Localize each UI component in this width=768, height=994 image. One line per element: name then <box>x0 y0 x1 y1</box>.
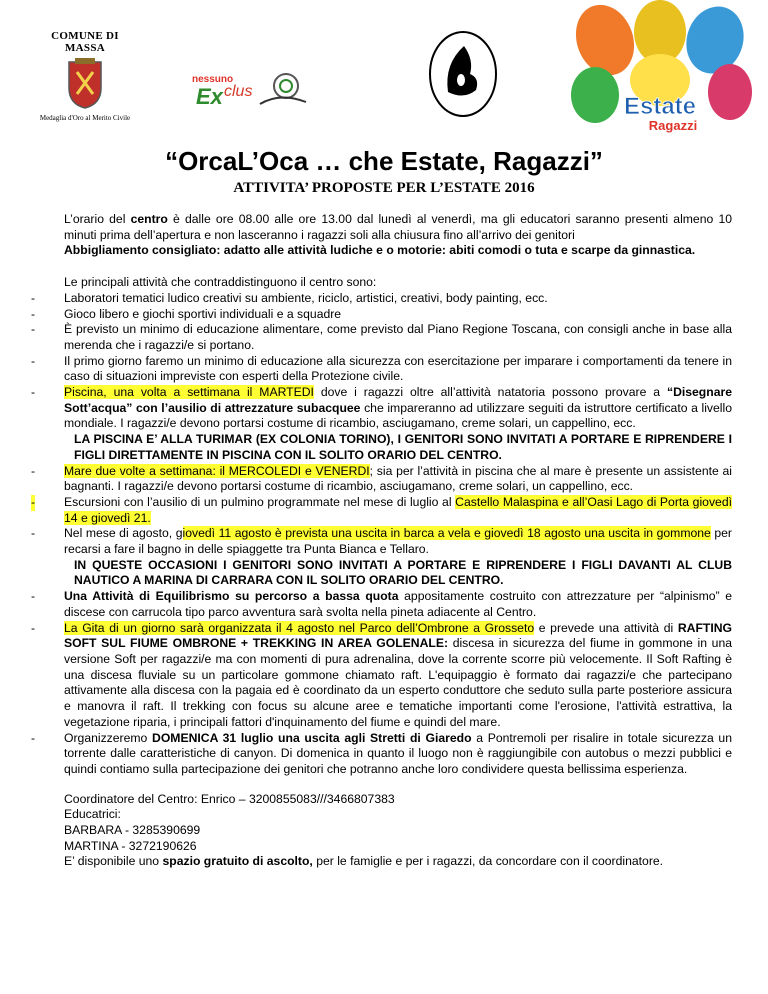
estate-word: Estate <box>623 93 697 120</box>
list-item <box>31 589 732 620</box>
bullet-dash: - <box>31 322 36 337</box>
intro-paragraph <box>64 212 732 243</box>
bullet-dash: - <box>31 385 36 400</box>
list-item <box>31 385 732 432</box>
coordinator-text: Coordinatore del Centro: Enrico – 3200855083///3466807383 <box>64 791 395 806</box>
estate-ragazzi-logo <box>565 0 755 140</box>
orca-logo <box>428 30 498 118</box>
highlight-text: Castello Malaspina e all’Oasi Lago di Porta giovedì 14 e giovedì 21. <box>64 494 732 525</box>
item-text: Nel mese di agosto, g <box>64 526 183 541</box>
document-body <box>31 212 733 870</box>
list-item <box>31 494 732 526</box>
item-text: È previsto un minimo di educazione alimentare, come previsto dal Piano Regione Toscana, con consigli anche in base alla merenda che i ragazzi/e si portano. <box>64 322 732 352</box>
intro-text: è dalle ore 08.00 alle ore 13.00 dal lunedì al venerdì, ma gli educatori saranno presenti almeno 10 minuti prima dell’apertura e non lasceranno i ragazzi soli alla chiusura fino all’arrivo dei genitori <box>64 212 733 242</box>
item-text: a Pontremoli per risalire in totale sicurezza un torrente dalle caratteristiche di canyon. Di domenica in quanto il luogo non è raggiungibile con autobus o mezzi pubblici e quindi contiamo sulla partecipazione dei genitori che potranno anche loro condividere questa bellissima esperienza. <box>64 730 732 776</box>
list-lead: Le principali attività che contraddistinguono il centro sono: <box>64 275 377 290</box>
page-subtitle: ATTIVITA’ PROPOSTE PER L’ESTATE 2016 <box>233 180 535 196</box>
listening-space <box>64 854 732 870</box>
item-text: dove i ragazzi oltre all’attività natatoria possono provare a <box>313 385 667 400</box>
highlight-text: iovedì 11 agosto è prevista una uscita in barca a vela e giovedì 18 agosto una uscita in gommone <box>182 526 711 541</box>
bullet-dash: - <box>31 494 36 509</box>
intro-bold: centro <box>130 212 168 226</box>
notice-piscina: LA PISCINA E’ ALLA TURIMAR (EX COLONIA TORINO), I GENITORI SONO INVITATI A PORTARE E RIPRENDERE I FIGLI DIRETTAMENTE IN PISCINA CON IL SOLITO ORARIO DEL CENTRO. <box>74 432 732 462</box>
educator-barbara: BARBARA - 3285390699 <box>64 823 201 838</box>
comune-name: COMUNE DI MASSA <box>51 30 119 54</box>
list-item <box>31 290 732 307</box>
educator-martina: MARTINA - 3272190626 <box>64 838 197 853</box>
list-item <box>31 730 732 778</box>
bullet-dash: - <box>31 463 36 478</box>
comune-logo <box>30 30 140 122</box>
comune-medal: Medaglia d'Oro al Merito Civile <box>39 114 131 122</box>
item-bold: RAFTING SOFT SUL FIUME OMBRONE + TREKKING IN AREA GOLENALE: <box>64 620 733 651</box>
dress-code <box>64 243 732 259</box>
item-bold: Una Attività di Equilibrismo su percorso a bassa quota <box>64 589 399 604</box>
list-item <box>31 306 732 323</box>
bullet-dash: - <box>31 290 36 305</box>
activity-list <box>31 290 732 432</box>
list-item <box>31 322 732 353</box>
item-text: che impareranno ad utilizzare seguiti da istruttore certificato a livello mondiale. I ragazzi/e devono portarsi costume di ricambio, asciugamano, creme solari, un cappellino, ecc. <box>64 400 732 431</box>
item-text: e prevede una attività di <box>534 620 678 635</box>
bullet-dash: - <box>31 306 36 321</box>
contacts <box>64 792 732 871</box>
activity-list <box>31 589 733 777</box>
list-item <box>31 463 732 495</box>
ragazzi-word: Ragazzi <box>648 118 698 133</box>
item-text: appositamente costruito con attrezzature per “alpinismo” e discese con carrucola tipo parco avventura sarà svolta nella pineta adiacente al Centro. <box>64 589 732 619</box>
bullet-dash: - <box>31 526 36 541</box>
item-text: Laboratori tematici ludico creativi su ambiente, riciclo, artistici, creativi, body painting, ecc. <box>64 290 548 305</box>
item-text: E’ disponibile uno <box>64 854 163 869</box>
bullet-dash: - <box>31 353 36 368</box>
list-item <box>31 620 733 731</box>
item-text: discesa in sicurezza del fiume in gommone in una versione Soft per ragazzi/e ma con momenti di pura adrenalina, dove la corrente scorre più velocemente. Il Soft Rafting è una discesa fluviale su un particolare gommone chiamato raft. L'equipaggio è formato dai ragazzi/e che partecipano attivamente alla discesa con la pagaia ed è coordinato da un esperto conduttore che seduto sulla parte posteriore assicura e manovra il raft. Il trekking con focus su alcune aree e tematiche importanti come l'erosione, l'attività estrattiva, la vegetazione riparia, i principali fattori d'inquinamento del fiume e quindi del mare. <box>64 636 732 729</box>
bullet-dash: - <box>31 730 36 745</box>
dress-code-text: Abbigliamento consigliato: adatto alle attività ludiche e o motorie: abiti comodi o tuta e scarpe da ginnastica. <box>64 243 696 258</box>
svg-text:nessuno: nessuno <box>192 74 234 85</box>
item-bold: “Disegnare Sott’acqua” con l’ausilio di attrezzature subacquee <box>64 385 732 415</box>
educators-label: Educatrici: <box>64 807 121 822</box>
crest-icon <box>63 58 107 110</box>
page-title: “OrcaL’Oca … che Estate, Ragazzi” <box>165 146 603 176</box>
nessuno-escluso-logo <box>190 66 310 112</box>
highlight-text: Piscina, una volta a settimana il MARTEDI <box>64 385 314 400</box>
coordinator-line <box>64 792 732 808</box>
item-text: Escursioni con l’ausilio di un pulmino programmate nel mese di luglio al <box>64 494 456 509</box>
item-text: Il primo giorno faremo un minimo di educazione alla sicurezza con esercitazione per imparare i comportamenti da tenere in caso di situazioni impreviste con esperti della Protezione civile. <box>64 353 732 384</box>
item-text: per le famiglie e per i ragazzi, da concordare con il coordinatore. <box>312 854 664 869</box>
item-text: ; sia per l’attività in piscina che al mare è presente un assistente ai bagnanti. I ragazzi/e devono portarsi costume di ricambio, asciugamano, creme solari, un cappellino, ecc. <box>64 463 732 494</box>
list-item <box>31 353 732 385</box>
item-text: Gioco libero e giochi sportivi individuali e a squadre <box>64 306 342 321</box>
svg-text:clus: clus <box>224 83 253 100</box>
bullet-dash: - <box>31 589 36 604</box>
activity-list <box>31 463 732 558</box>
item-text: per recarsi a fare il bagno in delle spiaggette tra Punta Bianca e Tellaro. <box>64 526 732 557</box>
intro-text: L’orario del <box>64 212 131 226</box>
bullet-dash: - <box>31 620 36 635</box>
svg-text:Ex: Ex <box>196 84 223 109</box>
highlight-text: La Gita di un giorno sarà organizzata il 4 agosto nel Parco dell’Ombrone a Grosseto <box>64 620 535 635</box>
item-bold: DOMENICA 31 luglio una uscita agli Stretti di Giaredo <box>152 730 472 745</box>
list-item <box>31 526 732 557</box>
highlight-text: Mare due volte a settimana: il MERCOLEDI e VENERDI <box>64 463 370 478</box>
item-text: Organizzeremo <box>64 730 153 745</box>
item-bold: spazio gratuito di ascolto, <box>162 854 313 869</box>
header <box>0 0 768 140</box>
notice-club-nautico: IN QUESTE OCCASIONI I GENITORI SONO INVITATI A PORTARE E RIPRENDERE I FIGLI DAVANTI AL CLUB NAUTICO A MARINA DI CARRARA CON IL SOLITO ORARIO DEL CENTRO. <box>74 557 732 588</box>
